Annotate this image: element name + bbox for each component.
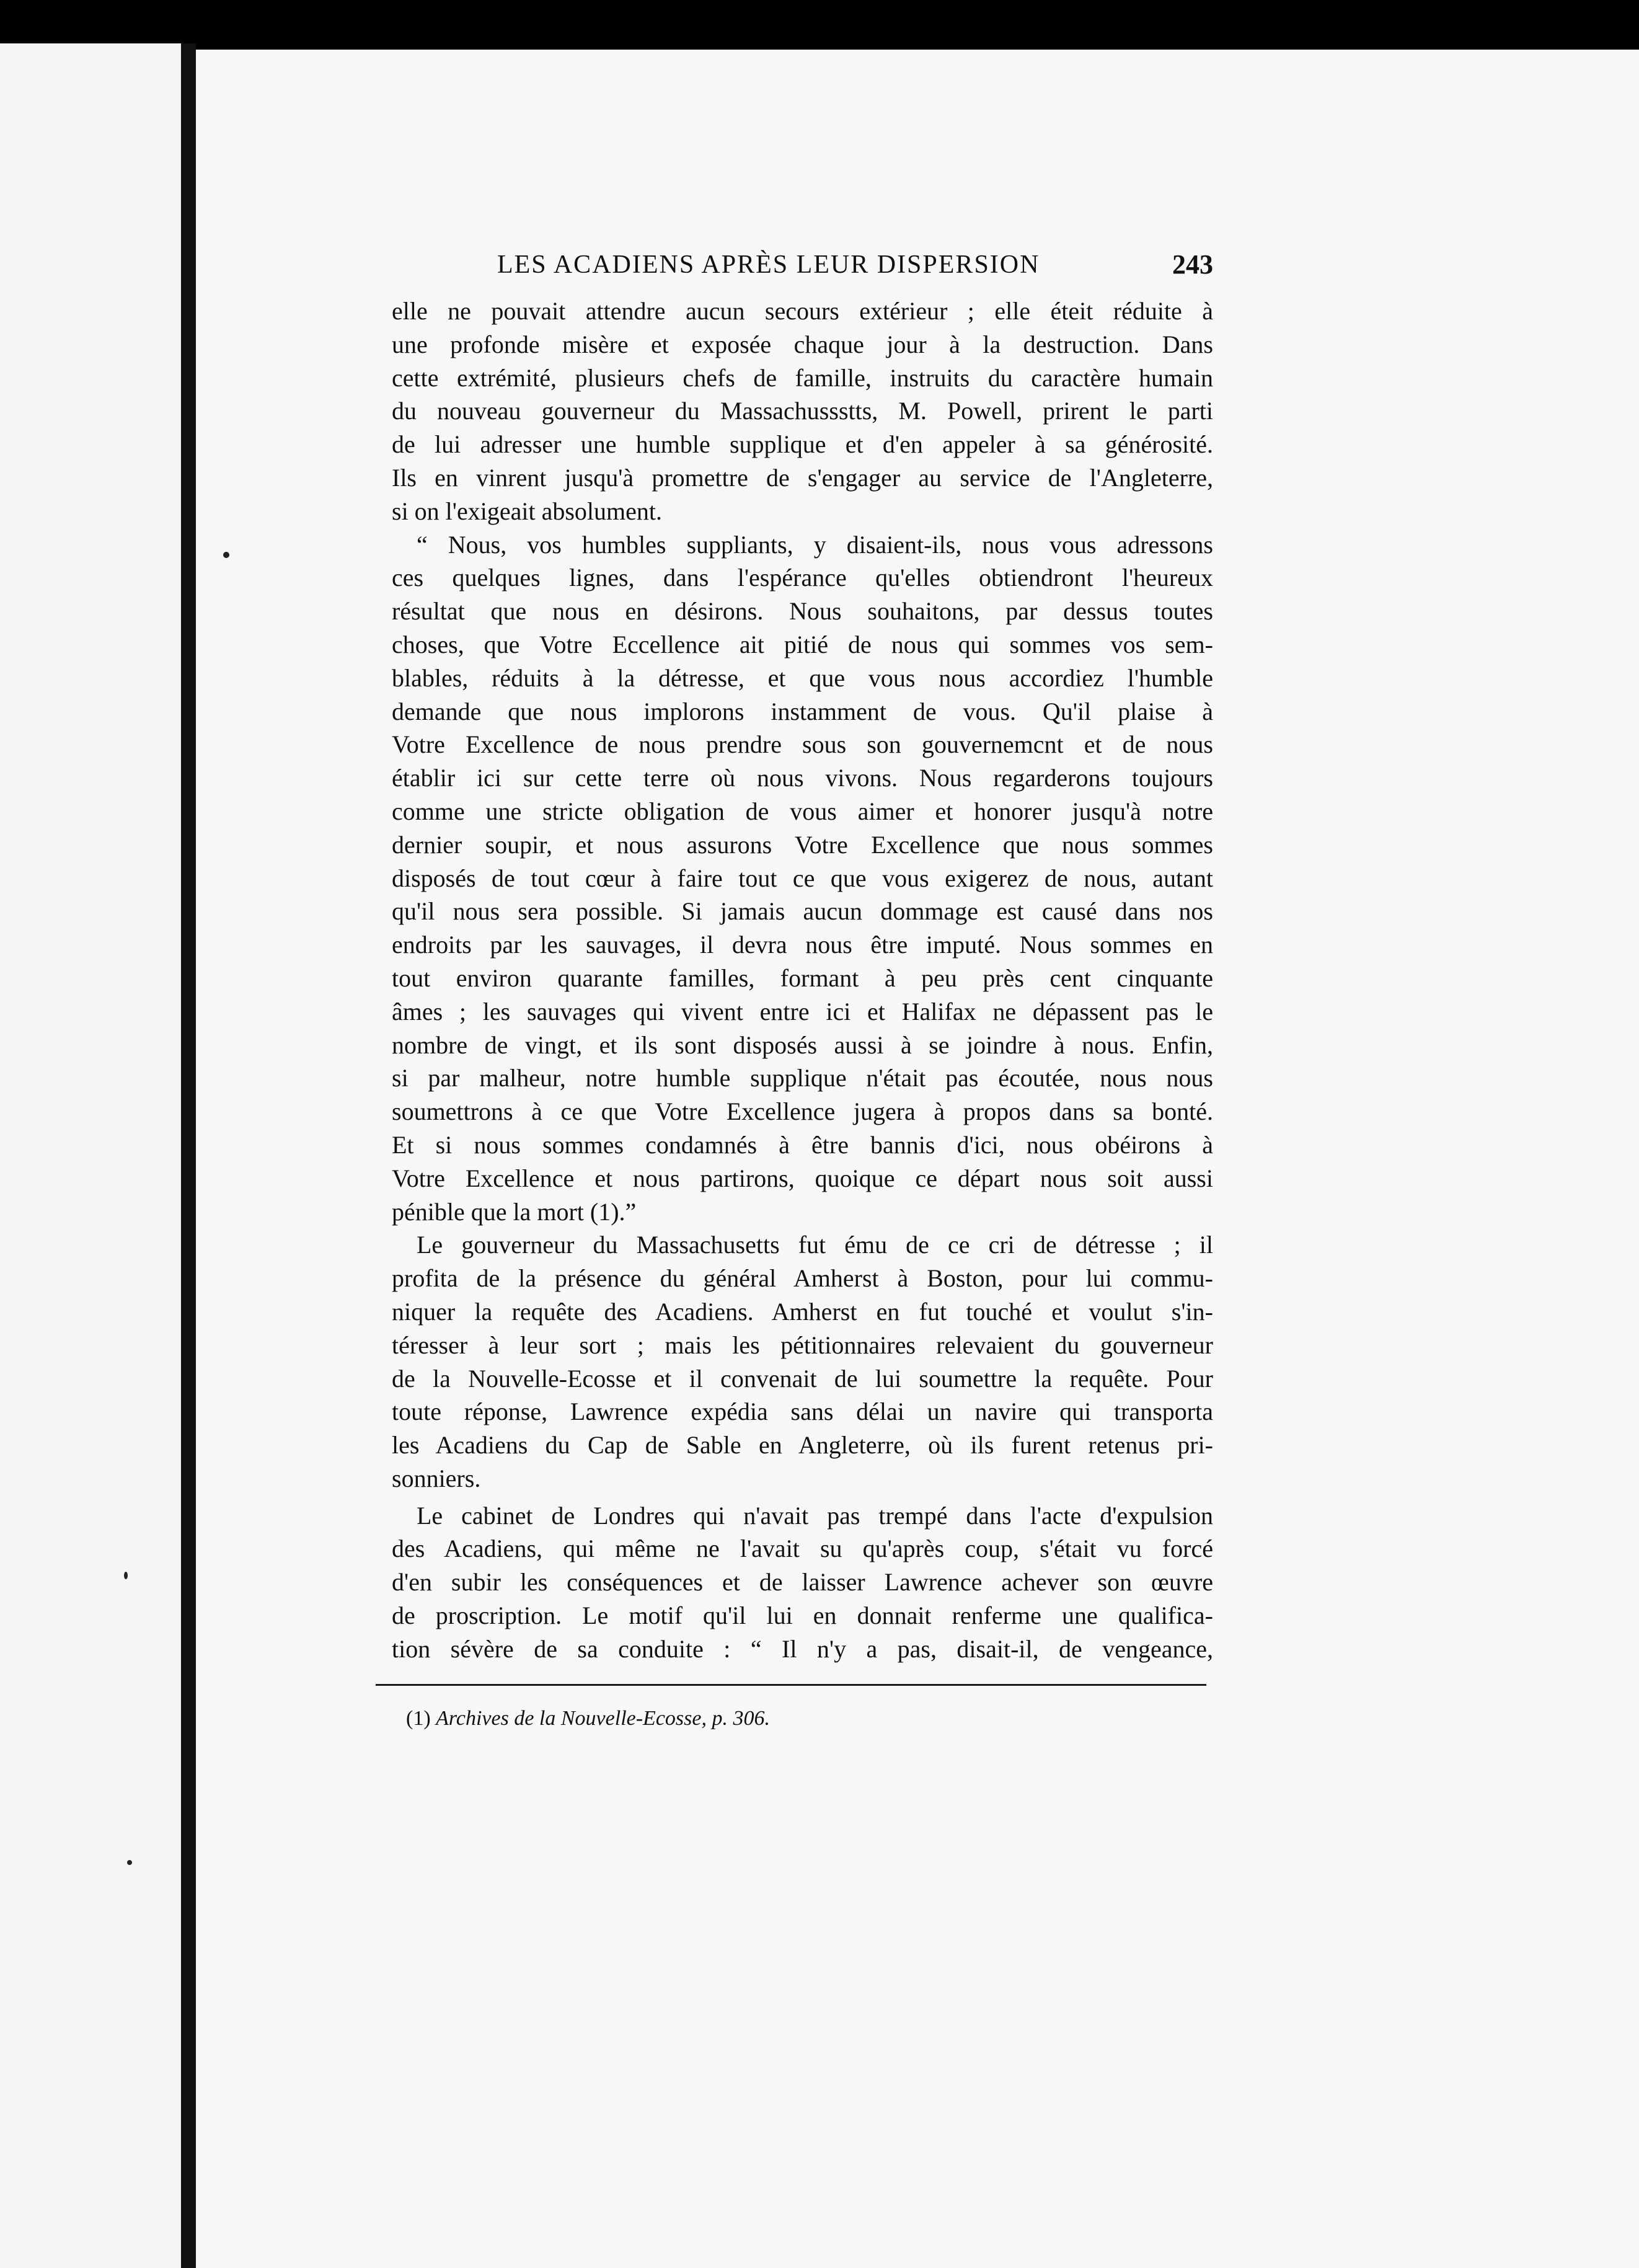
text-line: sonniers. [392,1464,481,1492]
text-line: des Acadiens, qui même ne l'avait su qu'après coup, s'était vu forcé [392,1535,1213,1563]
text-line: Votre Excellence de nous prendre sous son gouvernemcnt et de nous [392,730,1213,759]
text-line: résultat que nous en désirons. Nous souhaitons, par dessus toutes [392,597,1213,626]
margin-speck [223,552,229,558]
book-spine [181,43,196,2268]
text-line: une profonde misère et exposée chaque jour à la destruction. Dans [392,330,1213,358]
footnote-rule [376,1684,1206,1686]
previous-page-edge [0,43,183,2268]
text-line: cette extrémité, plusieurs chefs de famille, instruits du caractère humain [392,363,1213,392]
text-line: Ils en vinrent jusqu'à promettre de s'engager au service de l'Angleterre, [392,463,1213,492]
text-line: si par malheur, notre humble supplique n'était pas écoutée, nous nous [392,1064,1213,1092]
text-line: du nouveau gouverneur du Massachussstts, M. Powell, prirent le parti [392,397,1213,425]
text-line: disposés de tout cœur à faire tout ce que vous exigerez de nous, autant [392,864,1213,892]
footnote [406,1707,770,1730]
margin-speck [127,1860,132,1865]
running-head [392,245,1213,288]
page-number: 243 [1172,249,1213,280]
footnote-marker: (1) [406,1707,431,1730]
text-line: nombre de vingt, et ils sont disposés aussi à se joindre à nous. Enfin, [392,1030,1213,1059]
page-text-block [392,245,1213,1666]
text-line: qu'il nous sera possible. Si jamais aucun dommage est causé dans nos [392,897,1213,926]
text-line: si on l'exigeait absolument. [392,497,663,525]
text-line: Le cabinet de Londres qui n'avait pas trempé dans l'acte d'expulsion [417,1501,1213,1530]
paragraph [392,295,1213,528]
text-line: Et si nous sommes condamnés à être bannis d'ici, nous obéirons à [392,1130,1213,1159]
text-line: téresser à leur sort ; mais les pétitionnaires relevaient du gouverneur [392,1331,1213,1359]
text-line: les Acadiens du Cap de Sable en Angleterre, où ils furent retenus pri- [392,1431,1213,1460]
text-line: “ Nous, vos humbles suppliants, y disaient-ils, nous vous adressons [417,530,1213,559]
text-line: dernier soupir, et nous assurons Votre Excellence que nous sommes [392,830,1213,859]
text-line: de proscription. Le motif qu'il lui en donnait renferme une qualifica- [392,1601,1213,1630]
paragraph [392,528,1213,1229]
text-line: pénible que la mort (1).” [392,1197,637,1226]
text-line: soumettrons à ce que Votre Excellence jugera à propos dans sa bonté. [392,1097,1213,1126]
margin-speck [124,1572,128,1579]
text-line: Votre Excellence et nous partirons, quoique ce départ nous soit aussi [392,1164,1213,1192]
text-line: tout environ quarante familles, formant à peu près cent cinquante [392,963,1213,992]
text-line: de la Nouvelle-Ecosse et il convenait de lui soumettre la requête. Pour [392,1364,1213,1393]
text-line: tion sévère de sa conduite : “ Il n'y a pas, disait-il, de vengeance, [392,1634,1213,1663]
text-line: ces quelques lignes, dans l'espérance qu'elles obtiendront l'heureux [392,564,1213,592]
text-line: Le gouverneur du Massachusetts fut ému de ce cri de détresse ; il [417,1231,1213,1259]
text-line: toute réponse, Lawrence expédia sans délai un navire qui transporta [392,1398,1213,1426]
text-line: elle ne pouvait attendre aucun secours extérieur ; elle éteit réduite à [392,297,1213,325]
text-line: demande que nous implorons instamment de vous. Qu'il plaise à [392,697,1213,725]
text-line: blables, réduits à la détresse, et que vous nous accordiez l'humble [392,663,1213,692]
text-line: âmes ; les sauvages qui vivent entre ici et Halifax ne dépassent pas le [392,997,1213,1025]
text-line: endroits par les sauvages, il devra nous être imputé. Nous sommes en [392,931,1213,959]
footnote-page-ref: p. 306. [712,1707,770,1730]
paragraph [392,1499,1213,1666]
text-line: de lui adresser une humble supplique et d'en appeler à sa générosité. [392,430,1213,459]
paragraph [392,1228,1213,1495]
running-title: LES ACADIENS APRÈS LEUR DISPERSION [497,250,1040,279]
text-line: niquer la requête des Acadiens. Amherst en fut touché et voulut s'in- [392,1297,1213,1326]
text-line: d'en subir les conséquences et de laisser Lawrence achever son œuvre [392,1568,1213,1597]
text-line: établir ici sur cette terre où nous vivons. Nous regarderons toujours [392,764,1213,792]
text-line: choses, que Votre Eccellence ait pitié de nous qui sommes vos sem- [392,630,1213,658]
text-line: comme une stricte obligation de vous aimer et honorer jusqu'à notre [392,797,1213,825]
text-line: profita de la présence du général Amherst à Boston, pour lui commu- [392,1264,1213,1293]
footnote-source: Archives de la Nouvelle-Ecosse, [436,1707,707,1730]
